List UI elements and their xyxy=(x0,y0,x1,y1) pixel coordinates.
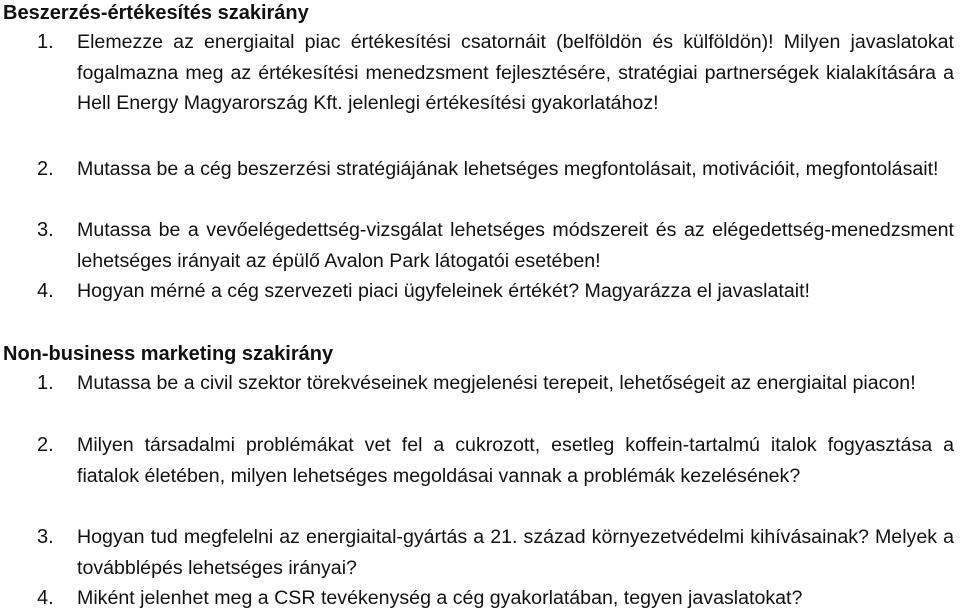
item-text: Mutassa be a cég beszerzési stratégiájának lehetséges megfontolásait, motivációit, megfontolásait! xyxy=(77,158,939,180)
item-number: 3. xyxy=(37,219,54,241)
item-number: 4. xyxy=(37,587,54,609)
item-text: Elemezze az energiaital piac értékesítési csatornáit (belföldön és külföldön)! Milyen javaslatokat fogalmazna meg az értékesítési menedzsment fejlesztésére, stratégiai partnerségek kialakítására a Hell Energy Magyarország Kft. jelenlegi értékesítési gyakorlatához! xyxy=(77,31,954,115)
section-title-non-business: Non-business marketing szakirány xyxy=(3,343,334,365)
item-number: 1. xyxy=(37,372,54,394)
item-number: 2. xyxy=(37,158,54,180)
item-number: 2. xyxy=(37,434,54,456)
item-text: Miként jelenhet meg a CSR tevékenység a cég gyakorlatában, tegyen javaslatokat? xyxy=(77,587,803,609)
item-number: 1. xyxy=(37,31,54,53)
item-text: Mutassa be a civil szektor törekvéseinek megjelenési terepeit, lehetőségeit az energiaital piacon! xyxy=(77,372,916,394)
item-text: Hogyan mérné a cég szervezeti piaci ügyfeleinek értékét? Magyarázza el javaslatait! xyxy=(77,280,810,302)
item-text: Hogyan tud megfelelni az energiaital-gyártás a 21. század környezetvédelmi kihívásainak? Melyek a továbblépés lehetséges irányai? xyxy=(77,526,954,579)
item-text: Mutassa be a vevőelégedettség-vizsgálat lehetséges módszereit és az elégedettség-menedzsment lehetséges irányait az épülő Avalon Park látogatói esetében! xyxy=(77,219,954,272)
item-number: 3. xyxy=(37,526,54,548)
item-text: Milyen társadalmi problémákat vet fel a cukrozott, esetleg koffein-tartalmú italok fogyasztása a fiatalok életében, milyen lehetséges megoldásai vannak a problémák kezelésének? xyxy=(77,434,954,487)
item-number: 4. xyxy=(37,280,54,302)
section-title-beszerzes: Beszerzés-értékesítés szakirány xyxy=(3,2,309,24)
